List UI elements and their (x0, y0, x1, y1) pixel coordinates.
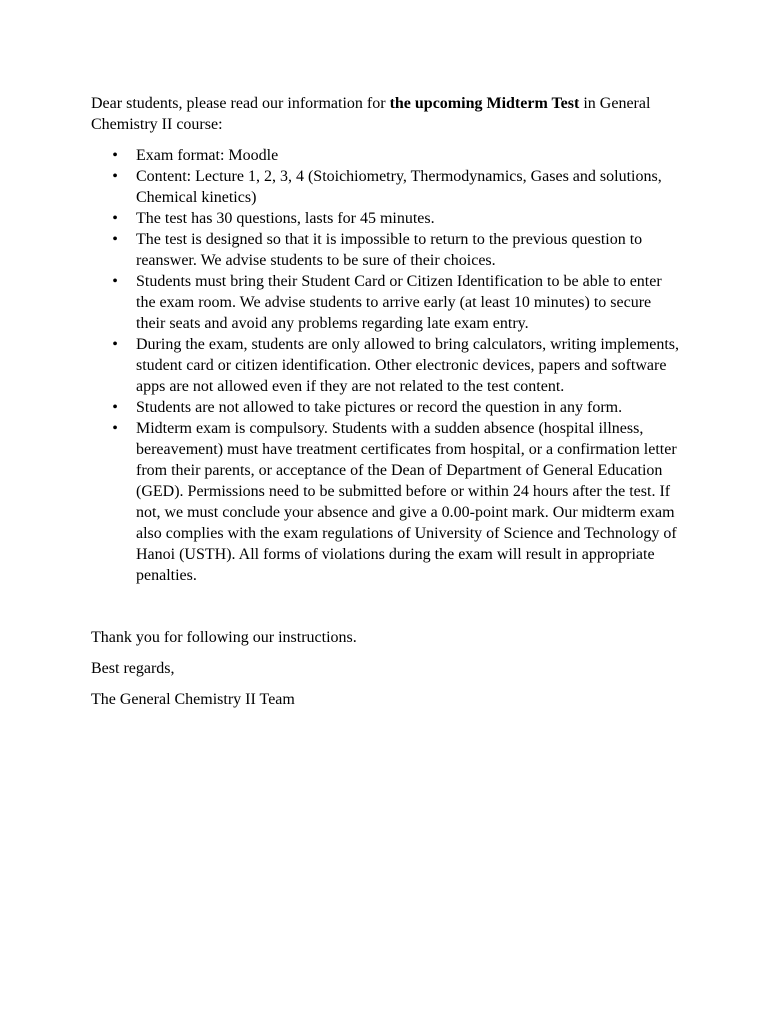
list-item-text: The test is designed so that it is impossible to return to the previous question to reanswer. We advise students to be sure of their choices. (136, 231, 643, 269)
intro-text-start: Dear students, please read our information for (91, 95, 390, 112)
regards-line: Best regards, (91, 660, 175, 677)
list-item (91, 145, 681, 166)
bullet-icon: • (112, 168, 118, 185)
list-item-text: The test has 30 questions, lasts for 45 minutes. (136, 210, 435, 227)
list-item-text: Students are not allowed to take pictures or record the question in any form. (136, 399, 623, 416)
list-item (91, 166, 681, 208)
list-item (91, 208, 681, 229)
list-item-text: Students must bring their Student Card or Citizen Identification to be able to enter the exam room. We advise students to arrive early (at least 10 minutes) to secure their seats and avoid any problems regarding late exam entry. (136, 273, 662, 332)
intro-bold-text: the upcoming Midterm Test (389, 95, 580, 112)
list-item-text: Exam format: Moodle (136, 147, 279, 164)
bullet-icon: • (112, 399, 118, 416)
bullet-icon: • (112, 420, 118, 437)
list-item (91, 271, 681, 334)
bullet-icon: • (112, 147, 118, 164)
signature-line: The General Chemistry II Team (91, 691, 295, 708)
blank-line (91, 586, 681, 627)
instructions-list (91, 145, 681, 586)
bullet-icon: • (112, 210, 118, 227)
bullet-icon: • (112, 231, 118, 248)
intro-text-end: in General Chemistry II course: (91, 95, 651, 133)
list-item (91, 334, 681, 397)
intro-paragraph (91, 93, 681, 135)
list-item-text: Midterm exam is compulsory. Students with a sudden absence (hospital illness, bereavement) must have treatment certificates from hospital, or a confirmation letter from their parents, or acceptance of the Dean of Department of General Education (GED). Permissions need to be submitted before or within 24 hours after the test. If not, we must conclude your absence and give a 0.00-point mark. Our midterm exam also complies with the exam regulations of University of Science and Technology of Hanoi (USTH). All forms of violations during the exam will result in appropriate penalties. (136, 420, 677, 584)
bullet-icon: • (112, 336, 118, 353)
document-page (91, 93, 681, 720)
list-item-text: During the exam, students are only allowed to bring calculators, writing implements, student card or citizen identification. Other electronic devices, papers and software apps are not allowed even if they are not related to the test content. (136, 336, 679, 395)
list-item (91, 229, 681, 271)
list-item-text: Content: Lecture 1, 2, 3, 4 (Stoichiometry, Thermodynamics, Gases and solutions, Chemical kinetics) (136, 168, 662, 206)
list-item (91, 397, 681, 418)
bullet-icon: • (112, 273, 118, 290)
thanks-line: Thank you for following our instructions. (91, 629, 357, 646)
list-item (91, 418, 681, 586)
